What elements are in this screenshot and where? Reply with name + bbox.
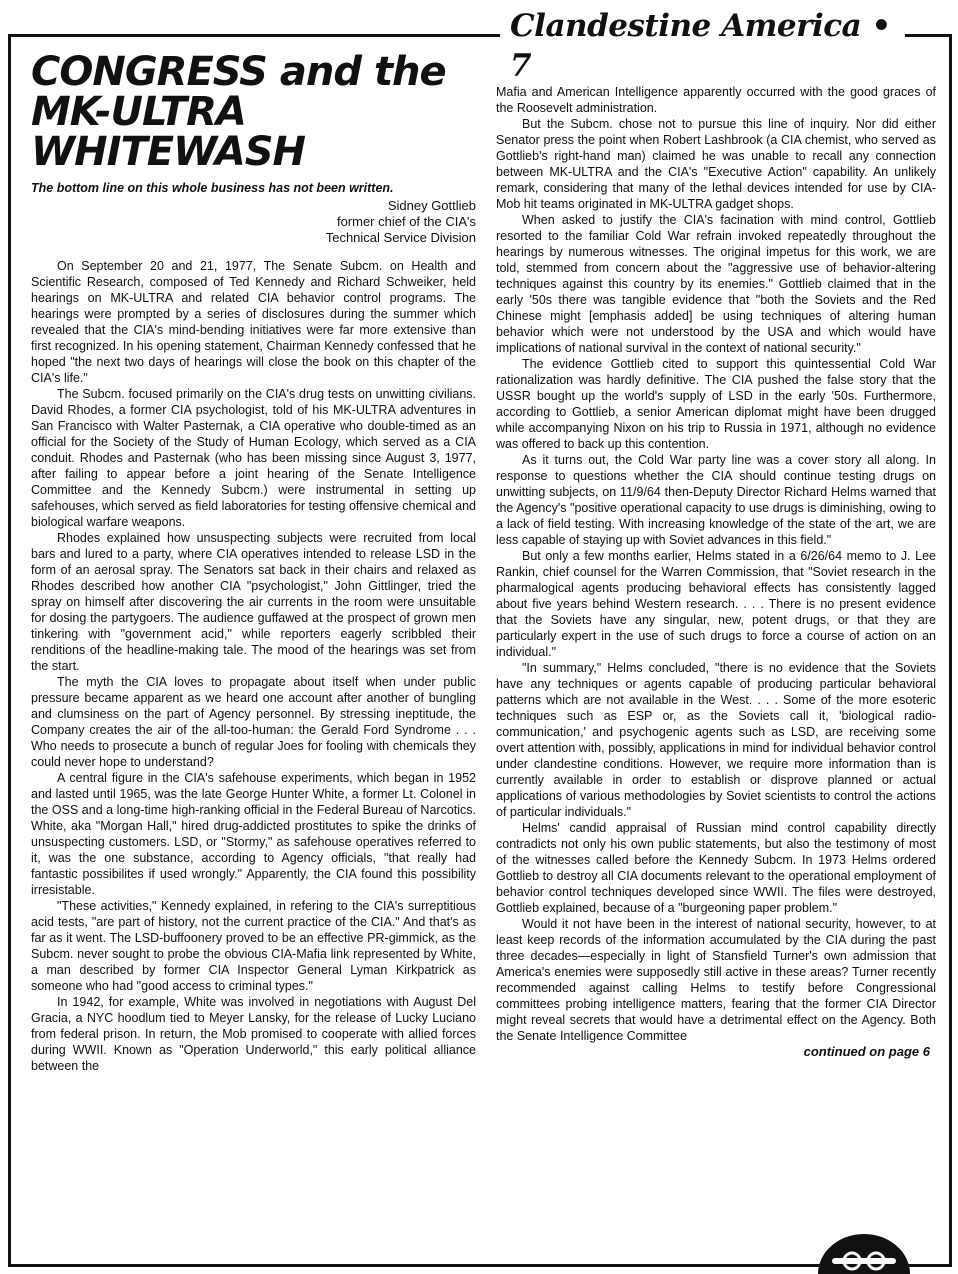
body-paragraph: But the Subcm. chose not to pursue this line of inquiry. Nor did either Senator press the point when Robert Lashbrook (a CIA chemist, who served as Gottlieb's right-hand man) claimed he was unable to recall any connection between MK-ULTRA and the CIA's "Executive Action" capability. An unlikely remark, considering that many of the lethal devices intended for use by CIA-Mob hit teams originated in MK-ULTRA gadget shops. xyxy=(496,117,936,211)
body-paragraph: "These activities," Kennedy explained, in refering to the CIA's surreptitious acid tests, "are part of history, not the current practice of the CIA." And that's as far as it went. The LSD-buffoonery proved to be an effective PR-gimmick, as the Subcm. never sought to probe the obvious CIA-Mafia link represented by White, a man described by former CIA Inspector General Lyman Kirkpatrick as someone who had "good access to criminal types." xyxy=(31,899,476,993)
body-paragraph: The myth the CIA loves to propagate about itself when under public pressure became apparent as we heard one account after another of bungling and clumsiness on the part of Agency personnel. By stressing ineptitude, the Company creates the air of the all-too-human: the Gerald Ford Syndrome . . . Who needs to prosecute a bunch of regular Joes for fooling with chemicals they could never hope to understand? xyxy=(31,675,476,769)
continued-on-page-link[interactable]: continued on page 6 xyxy=(803,1044,930,1059)
end-mark-logo-icon xyxy=(818,1234,910,1274)
body-paragraph: Helms' candid appraisal of Russian mind control capability directly contradicts not only his own public statements, but also the testimony of most of the witnesses called before the Kennedy Subcm. In 1973 Helms ordered Gottlieb to destroy all CIA documents relevant to the operational employment of behavior control techniques developed since WWII. The files were destroyed, Gottlieb explained, because of a "burgeoning paper problem." xyxy=(496,821,936,915)
epigraph-attribution xyxy=(31,198,476,246)
article-column-left xyxy=(31,52,476,1262)
headline-line: MK-ULTRA xyxy=(31,89,246,135)
body-paragraph: Would it not have been in the interest of national security, however, to at least keep records of the information accumulated by the CIA during the past three decades—especially in light of Stansfield Turner's own admission that America's enemies were supposedly still active in these areas? Turner recently recommended against calling Helms to testify before Congressional committees probing intelligence matters, fearing that the former CIA Director might reveal secrets that would have a detrimental effect on the Agency. Both the Senate Intelligence Committee xyxy=(496,917,936,1043)
body-paragraph: "In summary," Helms concluded, "there is no evidence that the Soviets have any techniques or agents capable of producing particular behavioral patterns which are not available in the West. . . . Some of the more esoteric techniques such as ESP or, as the Soviets call it, 'biological radio-communication,' and psychogenic agents such as LSD, are receiving some overt attention with, possibly, applications in mind for individual behavior control under clandestine conditions. However, we require more information than is currently available in order to establish or disprove planned or actual applications of various methodologies by Soviet scientists to control the actions of particular individuals." xyxy=(496,661,936,819)
attribution-line: Sidney Gottlieb xyxy=(387,198,476,213)
body-paragraph: Rhodes explained how unsuspecting subjects were recruited from local bars and lured to a party, where CIA operatives intended to release LSD in the form of an aerosal spray. The Senators sat back in their chairs and relaxed as Rhodes described how another CIA "psychologist," John Gittlinger, tried the spray on himself after discovering the air currents in the room were unsuitable for dosing the partygoers. The audience guffawed at the prospect of grown men tinkering with "government acid," while reporters eagerly scribbled their renditions of the headline-making tale. The mood of the hearings was set from the start. xyxy=(31,531,476,673)
body-paragraph: In 1942, for example, White was involved in negotiations with August Del Gracia, a NYC hoodlum tied to Meyer Lansky, for the release of Lucky Luciano from federal prison. In return, the Mob promised to cooperate with allied forces during WWII. Known as "Operation Underworld," this early political alliance between the xyxy=(31,995,476,1073)
body-paragraph: But only a few months earlier, Helms stated in a 6/26/64 memo to J. Lee Rankin, chief counsel for the Warren Commission, that "Soviet research in the pharmalogical agents producing behavioral effects has consistently lagged about five years behind Western research. . . . There is no present evidence that the Soviets have any singular, new, potent drugs, or that they are particularly expert in the use of such drugs to force a course of action on an individual." xyxy=(496,549,936,659)
epigraph-quote: The bottom line on this whole business has not been written. xyxy=(31,181,394,195)
body-paragraph: On September 20 and 21, 1977, The Senate Subcm. on Health and Scientific Research, composed of Ted Kennedy and Richard Schweiker, held hearings on MK-ULTRA and related CIA behavior control programs. The hearings were prompted by a series of disclosures during the summer which revealed that the CIA's mind-bending initiatives were far more extensive than first recognized. In his opening statement, Chairman Kennedy confessed that he hoped "the next two days of hearings will close the book on this chapter of the CIA's life." xyxy=(31,259,476,385)
headline-line: WHITEWASH xyxy=(31,129,306,175)
body-paragraph: When asked to justify the CIA's facination with mind control, Gottlieb resorted to the familiar Cold War refrain invoked repeatedly throughout the hearings by numerous witnesses. The original impetus for this work, we are told, stemmed from concern about the "aggressive use of behavior-altering techniques against this country by its enemies." Gottlieb claimed that in the early '50s there was tangible evidence that "both the Soviets and the Red Chinese might [emphasis added] be using techniques of altering human behavior which were not understood by the USA and which would have implications of national survival in the context of national security." xyxy=(496,213,936,355)
article-headline xyxy=(31,52,476,175)
headline-line: CONGRESS and the xyxy=(31,52,446,95)
body-paragraph: As it turns out, the Cold War party line was a cover story all along. In response to questions whether the CIA should continue testing drugs on unwitting subjects, on 11/9/64 then-Deputy Director Richard Helms warned that the Agency's "positive operational capacity to use drugs is diminishing, owing to a lack of field testing. With increasing knowledge of the state of the art, we are less capable of staying up with Soviet advances in this field." xyxy=(496,453,936,547)
body-paragraph: A central figure in the CIA's safehouse experiments, which began in 1952 and lasted until 1965, was the late George Hunter White, a former Lt. Colonel in the OSS and a long-time high-ranking official in the Federal Bureau of Narcotics. White, aka "Morgan Hall," hired drug-addicted prostitutes to spike the drinks of unsuspecting customers. LSD, or "Stormy," as safehouse operatives referred to it, was the one substance, according to Agency officials, "that really had fantastic possibilites if used wrongly." Apparently, the CIA found this possibility irresistable. xyxy=(31,771,476,897)
attribution-line: former chief of the CIA's xyxy=(336,214,476,229)
article-column-right xyxy=(496,84,936,1262)
masthead-title: Clandestine America • 7 xyxy=(510,8,891,84)
body-paragraph: Mafia and American Intelligence apparently occurred with the good graces of the Roosevelt administration. xyxy=(496,85,936,115)
body-paragraph: The Subcm. focused primarily on the CIA's drug tests on unwitting civilians. David Rhodes, a former CIA psychologist, told of his MK-ULTRA adventures in San Francisco with Walter Pasternak, a CIA operative who double-timed as an official for the Society of the Study of Human Ecology, which served as a CIA conduit. Rhodes and Pasternak (who has been missing since August 3, 1977, after failing to appear before a joint hearing of the Senate Intelligence Committee and the Kennedy Subcm.) were instrumental in setting up safehouses, which served as field laboratories for testing offensive chemical and biological warfare weapons. xyxy=(31,387,476,529)
body-paragraph: The evidence Gottlieb cited to support this quintessential Cold War rationalization was hardly definitive. The CIA pushed the false story that the USSR bought up the world's supply of LSD in the early '50s. Furthermore, according to Gottlieb, a senior American diplomat might have been drugged while accompanying Nixon on his trip to Russia in 1971, although no evidence was offered to back up this contention. xyxy=(496,357,936,451)
attribution-line: Technical Service Division xyxy=(325,230,476,245)
